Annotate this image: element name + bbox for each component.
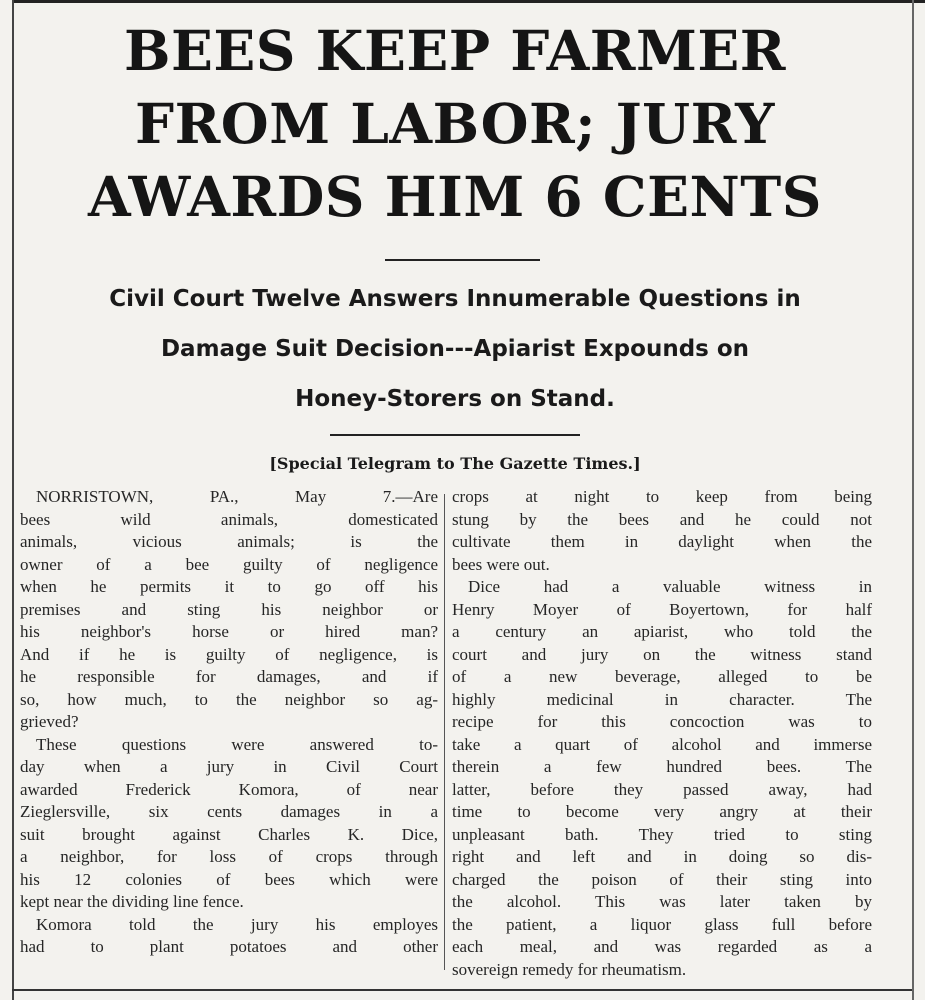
text-line: These questions were answered to-	[36, 734, 438, 754]
dateline: [Special Telegram to The Gazette Times.]	[269, 454, 641, 473]
text-line: charged the poison of their sting into	[452, 869, 872, 889]
text-line: bees were out.	[452, 554, 550, 574]
text-line: awarded Frederick Komora, of near	[20, 779, 438, 799]
text-line: each meal, and was regarded as a	[452, 937, 872, 956]
text-line: sovereign remedy for rheumatism.	[452, 959, 687, 979]
text-line: latter, before they passed away, had	[452, 779, 872, 799]
text-line: his neighbor's horse or hired man?	[20, 622, 438, 641]
top-border	[12, 0, 925, 3]
headline-line: FROM LABOR; JURY	[135, 91, 775, 156]
text-line: kept near the dividing line fence.	[20, 892, 244, 911]
text-line: grieved?	[20, 712, 79, 731]
text-line: day when a jury in Civil Court	[20, 757, 438, 776]
left-column-rule	[12, 0, 14, 1000]
text-line: Henry Moyer of Boyertown, for half	[452, 599, 872, 619]
headline-line: AWARDS HIM 6 CENTS	[88, 164, 822, 229]
text-line: NORRISTOWN, PA., May 7.—Are	[36, 487, 438, 506]
text-line: a neighbor, for loss of crops through	[20, 847, 438, 866]
text-line: had to plant potatoes and other	[20, 937, 438, 956]
paragraph	[20, 734, 438, 914]
text-line: his 12 colonies of bees which were	[20, 869, 438, 889]
text-line: so, how much, to the neighbor so ag-	[20, 689, 438, 709]
text-line: therein a few hundred bees. The	[452, 757, 872, 776]
text-line: when he permits it to go off his	[20, 577, 438, 596]
text-line: animals, vicious animals; is the	[20, 532, 438, 551]
paragraph	[452, 486, 872, 576]
article-column-right	[452, 486, 872, 981]
paragraph	[20, 486, 438, 734]
text-line: he responsible for damages, and if	[20, 667, 438, 686]
text-line: recipe for this concoction was to	[452, 712, 872, 731]
headline-line: BEES KEEP FARMER	[123, 18, 787, 83]
text-line: right and left and in doing so dis-	[452, 847, 872, 866]
bottom-border	[12, 989, 912, 991]
text-line: suit brought against Charles K. Dice,	[20, 824, 438, 844]
text-line: court and jury on the witness stand	[452, 644, 872, 664]
subheadline-line: Damage Suit Decision---Apiarist Expounds on	[160, 336, 750, 362]
subheadline-line: Civil Court Twelve Answers Innumerable Questions in	[109, 286, 801, 312]
text-line: crops at night to keep from being	[452, 487, 872, 506]
subheadline-line: Honey-Storers on Stand.	[295, 386, 615, 412]
text-line: Dice had a valuable witness in	[468, 577, 872, 596]
text-line: bees wild animals, domesticated	[20, 509, 438, 529]
text-line: time to become very angry at their	[452, 802, 872, 821]
headline	[20, 14, 890, 233]
right-column-rule	[912, 0, 914, 1000]
subheadline	[20, 274, 890, 424]
text-line: take a quart of alcohol and immerse	[452, 734, 872, 754]
paragraph	[452, 576, 872, 981]
text-line: of a new beverage, alleged to be	[452, 667, 872, 686]
article-column-left	[20, 486, 438, 959]
text-line: unpleasant bath. They tried to sting	[452, 824, 872, 844]
text-line: owner of a bee guilty of negligence	[20, 554, 438, 574]
text-line: premises and sting his neighbor or	[20, 599, 438, 619]
subheadline-divider	[330, 434, 580, 436]
text-line: cultivate them in daylight when the	[452, 532, 872, 551]
text-line: the alcohol. This was later taken by	[452, 892, 872, 911]
paragraph	[20, 914, 438, 959]
text-line: stung by the bees and he could not	[452, 509, 872, 529]
text-line: Zieglersville, six cents damages in a	[20, 802, 438, 821]
text-line: Komora told the jury his employes	[36, 914, 438, 934]
text-line: And if he is guilty of negligence, is	[20, 644, 438, 664]
headline-divider	[385, 259, 540, 261]
text-line: the patient, a liquor glass full before	[452, 914, 872, 934]
column-divider	[444, 494, 445, 970]
text-line: highly medicinal in character. The	[452, 689, 872, 709]
text-line: a century an apiarist, who told the	[452, 622, 872, 641]
